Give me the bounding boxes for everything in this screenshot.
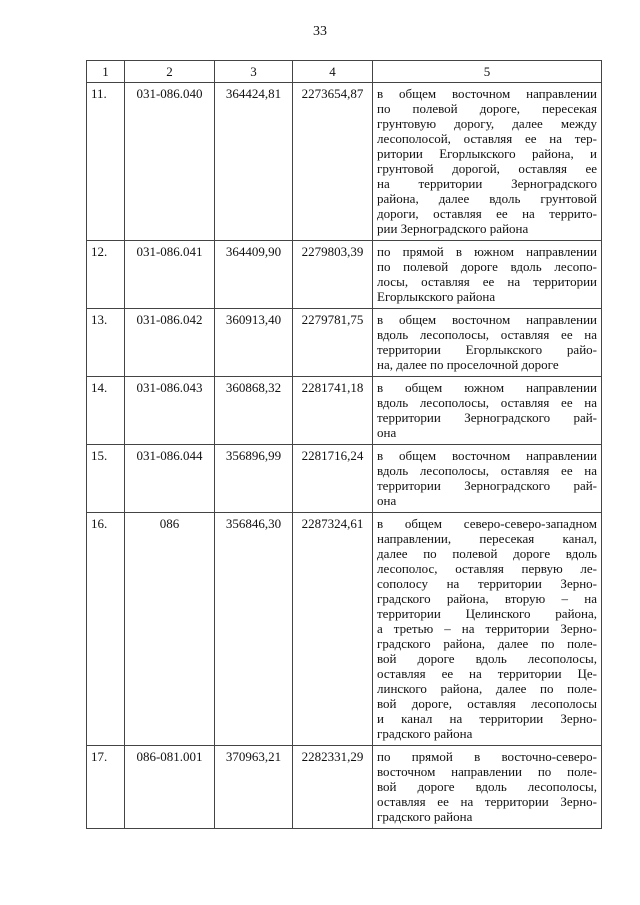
description-line: по полевой дороге, пересекая [377, 101, 597, 116]
table-body [87, 83, 602, 829]
boundary-code: 086-081.001 [125, 746, 215, 829]
description-line: линского района, далее по поле- [377, 681, 597, 696]
table-row [87, 377, 602, 445]
description-line: градского района, вторую – на [377, 591, 597, 606]
boundary-description [373, 377, 602, 445]
table-row [87, 83, 602, 241]
coordinate-x: 364424,81 [215, 83, 293, 241]
description-line: вдоль лесополосы, оставляя ее на [377, 463, 597, 478]
page-number: 33 [313, 24, 327, 39]
description-line: восточном направлении по поле- [377, 764, 597, 779]
coordinate-y: 2279803,39 [293, 241, 373, 309]
header-col-4: 4 [293, 61, 373, 83]
coordinate-y: 2279781,75 [293, 309, 373, 377]
description-line: вой дороге, оставляя лесополосы [377, 696, 597, 711]
coordinate-y: 2281716,24 [293, 445, 373, 513]
coordinate-y: 2282331,29 [293, 746, 373, 829]
description-line: оставляя ее на территории Зерно- [377, 794, 597, 809]
description-line: градского района [377, 809, 473, 824]
description-line: направлении, пересекая канал, [377, 531, 597, 546]
boundary-description [373, 746, 602, 829]
description-line: она [377, 425, 397, 440]
description-line: рии Зерноградского района [377, 221, 529, 236]
coordinate-x: 360868,32 [215, 377, 293, 445]
row-number: 17. [87, 746, 125, 829]
table-row [87, 241, 602, 309]
header-col-1: 1 [87, 61, 125, 83]
description-line: и канал на территории Зерно- [377, 711, 597, 726]
description-line: в общем восточном направлении [377, 312, 597, 327]
description-line: дороги, оставляя ее на террито- [377, 206, 597, 221]
table-header [87, 61, 602, 83]
description-line: территории Егорлыкского райо- [377, 342, 597, 357]
boundary-description [373, 309, 602, 377]
coordinate-y: 2287324,61 [293, 513, 373, 746]
boundary-description [373, 445, 602, 513]
description-line: территории Целинского района, [377, 606, 597, 621]
header-row [87, 61, 602, 83]
coordinate-x: 360913,40 [215, 309, 293, 377]
description-line: в общем восточном направлении [377, 448, 597, 463]
row-number: 11. [87, 83, 125, 241]
description-line: вой дороге вдоль лесополосы, [377, 779, 597, 794]
description-line: вдоль лесополосы, оставляя ее на [377, 395, 597, 410]
row-number: 16. [87, 513, 125, 746]
boundary-code: 086 [125, 513, 215, 746]
description-line: в общем южном направлении [377, 380, 597, 395]
header-col-2: 2 [125, 61, 215, 83]
description-line: лесополос, оставляя первую ле- [377, 561, 597, 576]
description-line: в общем северо-северо-западном [377, 516, 597, 531]
table-row [87, 309, 602, 377]
boundary-description [373, 513, 602, 746]
boundary-code: 031-086.042 [125, 309, 215, 377]
description-line: территории Зерноградского рай- [377, 478, 597, 493]
boundary-description [373, 83, 602, 241]
header-col-3: 3 [215, 61, 293, 83]
boundary-code: 031-086.044 [125, 445, 215, 513]
description-line: сополосу на территории Зерно- [377, 576, 597, 591]
boundary-code: 031-086.041 [125, 241, 215, 309]
description-line: по полевой дороге вдоль лесопо- [377, 259, 597, 274]
boundary-description [373, 241, 602, 309]
table-row [87, 445, 602, 513]
header-col-5: 5 [373, 61, 602, 83]
row-number: 13. [87, 309, 125, 377]
description-line: на, далее по проселочной дороге [377, 357, 559, 372]
description-line: в общем восточном направлении [377, 86, 597, 101]
coordinate-x: 356896,99 [215, 445, 293, 513]
description-line: вдоль лесополосы, оставляя ее на [377, 327, 597, 342]
description-line: грунтовой дорогой, оставляя ее [377, 161, 597, 176]
boundary-table [86, 60, 602, 829]
description-line: территории Зерноградского рай- [377, 410, 597, 425]
coordinate-x: 356846,30 [215, 513, 293, 746]
description-line: по прямой в восточно-северо- [377, 749, 597, 764]
row-number: 15. [87, 445, 125, 513]
table-row [87, 746, 602, 829]
coordinate-y: 2281741,18 [293, 377, 373, 445]
description-line: на территории Зерноградского [377, 176, 597, 191]
description-line: она [377, 493, 397, 508]
row-number: 12. [87, 241, 125, 309]
coordinate-x: 364409,90 [215, 241, 293, 309]
coordinate-y: 2273654,87 [293, 83, 373, 241]
boundary-code: 031-086.040 [125, 83, 215, 241]
description-line: вой дороге вдоль лесополосы, [377, 651, 597, 666]
table-row [87, 513, 602, 746]
boundary-code: 031-086.043 [125, 377, 215, 445]
description-line: а третью – на территории Зерно- [377, 621, 597, 636]
row-number: 14. [87, 377, 125, 445]
description-line: ритории Егорлыкского района, и [377, 146, 597, 161]
description-line: оставляя ее на территории Це- [377, 666, 597, 681]
description-line: грунтовую дорогу, далее между [377, 116, 597, 131]
description-line: лесополосой, оставляя ее на тер- [377, 131, 597, 146]
description-line: градского района [377, 726, 473, 741]
description-line: градского района, далее по поле- [377, 636, 597, 651]
description-line: по прямой в южном направлении [377, 244, 597, 259]
coordinate-x: 370963,21 [215, 746, 293, 829]
description-line: Егорлыкского района [377, 289, 496, 304]
description-line: далее по полевой дороге вдоль [377, 546, 597, 561]
description-line: лосы, оставляя ее на территории [377, 274, 597, 289]
description-line: района, далее вдоль грунтовой [377, 191, 597, 206]
